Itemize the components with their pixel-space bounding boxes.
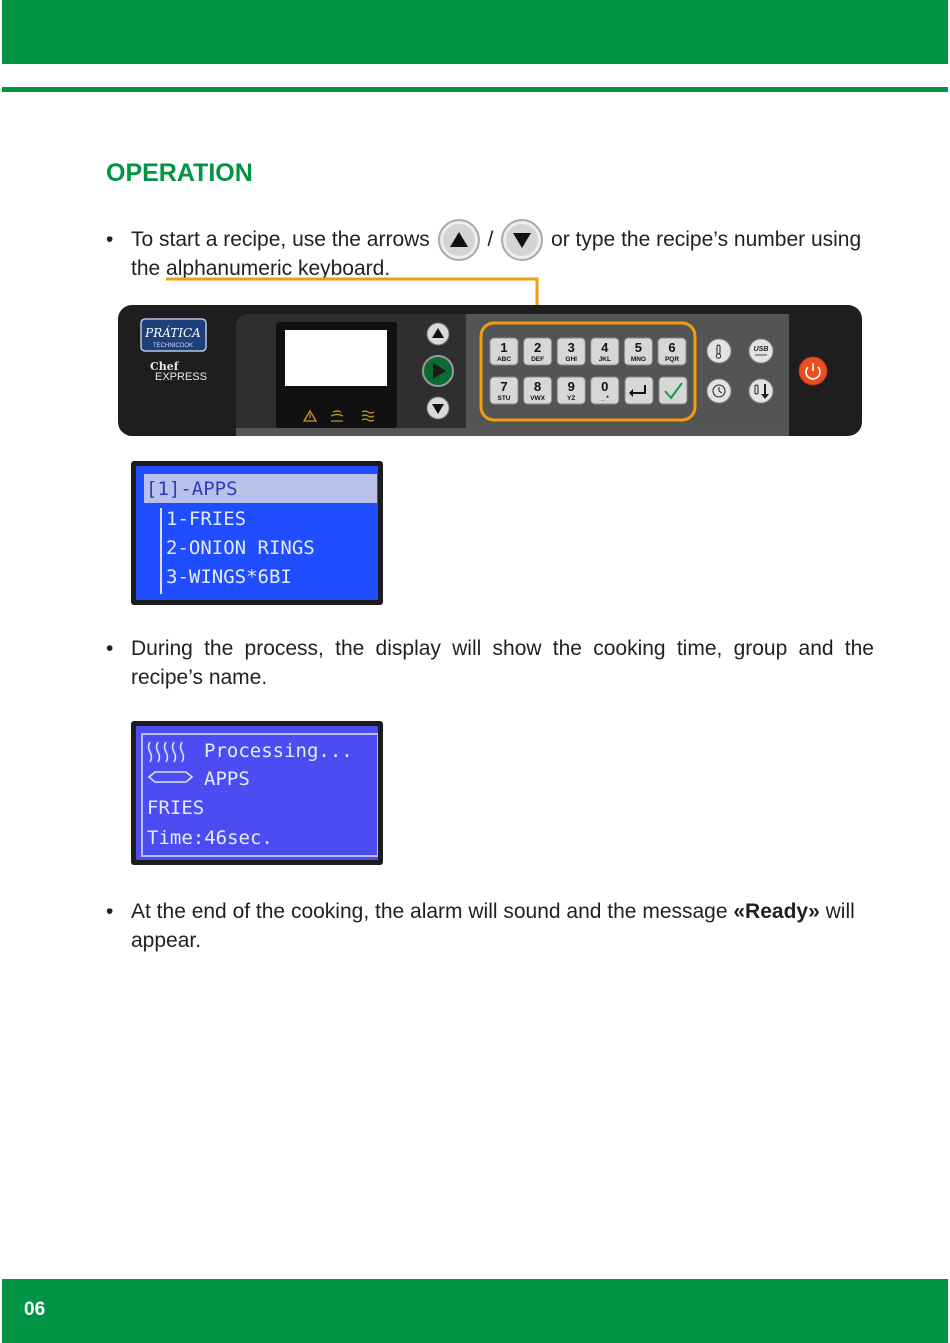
keypad-key-1	[490, 338, 518, 365]
keypad-key-2	[524, 338, 552, 365]
section-title: OPERATION	[106, 159, 253, 187]
instruction-text	[131, 897, 874, 955]
control-panel-illustration	[0, 0, 950, 445]
footer-band	[2, 1279, 948, 1343]
ready-message: «Ready»	[733, 900, 820, 923]
keypad-key-4	[591, 338, 619, 365]
keypad-key-8	[524, 377, 552, 404]
model-chef: Chef	[150, 360, 179, 373]
keypad-key-letters: MNO	[630, 356, 646, 363]
keypad-key-letters: ABC	[496, 356, 512, 363]
text-fragment: .	[384, 257, 391, 280]
svg-text:USB: USB	[753, 346, 769, 353]
keypad-key-number: 1	[500, 340, 508, 355]
check-icon	[659, 377, 687, 404]
usb-icon	[749, 339, 773, 363]
lcd-recipe-name: FRIES	[147, 797, 205, 819]
keypad-key-number: 6	[668, 340, 676, 355]
keypad-key-number: 3	[567, 340, 575, 355]
lcd-menu-screen	[131, 461, 383, 605]
keyboard-reference: alphanumeric keyboard	[166, 257, 385, 280]
lcd-processing-screen	[131, 721, 383, 865]
bullet: •	[106, 228, 114, 251]
keypad-key-number: 8	[533, 379, 542, 394]
keypad-key-number: 4	[601, 340, 609, 355]
lcd-processing-status: Processing...	[204, 740, 353, 762]
up-arrow-icon	[427, 323, 449, 345]
text-fragment: the	[131, 257, 161, 280]
keypad-key-letters: PQR	[664, 356, 680, 363]
model-express: EXPRESS	[155, 371, 207, 383]
enter-key-icon	[625, 377, 653, 404]
keypad-key-letters: DEF	[531, 356, 545, 363]
lcd-menu-group: [1]-APPS	[146, 478, 238, 500]
lcd-menu-item: 2-ONION RINGS	[166, 537, 315, 559]
lcd-cooking-time: Time:46sec.	[147, 827, 273, 849]
text-fragment: will appear.	[131, 900, 855, 952]
keypad-key-number: 9	[567, 379, 575, 394]
down-arrow-icon	[427, 397, 449, 419]
lcd-tree-line	[160, 508, 162, 594]
keypad-key-letters: JKL	[598, 356, 611, 363]
keypad-key-number: 0	[601, 379, 609, 394]
play-icon	[423, 356, 453, 386]
keypad-key-number: 7	[500, 379, 508, 394]
temperature-down-icon	[749, 379, 773, 403]
keypad-key-5	[624, 338, 652, 365]
instruction-ready	[106, 897, 876, 957]
lcd-group-name: APPS	[204, 768, 250, 790]
bullet: •	[106, 637, 114, 660]
keypad-key-letters: GHI	[565, 356, 577, 363]
keypad-key-number: 5	[634, 340, 643, 355]
keypad-key-letters: YZ	[567, 395, 576, 402]
instruction-text: During the process, the display will show the cooking time, group and the recipe’s name.	[131, 637, 874, 689]
text-fragment: At the end of the cooking, the alarm will sound and the message	[131, 900, 728, 923]
page-number: 06	[24, 1299, 46, 1320]
keypad-key-0	[591, 377, 619, 404]
brand-name: PRÁTICA	[145, 326, 201, 340]
instruction-processing	[106, 634, 876, 694]
temperature-icon	[707, 339, 731, 363]
display-screen	[285, 330, 387, 386]
keypad-key-letters: VWX	[530, 395, 546, 402]
bullet: •	[106, 900, 114, 923]
text-fragment: To start a recipe, use the arrows	[131, 228, 430, 251]
brand-sub: TECHNICOOK	[152, 343, 194, 349]
separator: /	[487, 228, 494, 251]
keypad-key-3	[557, 338, 585, 365]
lcd-menu-item: 3-WINGS*6BI	[166, 566, 292, 588]
keypad-key-7	[490, 377, 518, 404]
keypad-key-9	[557, 377, 585, 404]
keypad-key-number: 2	[533, 340, 542, 355]
keypad-key-letters: STU	[497, 395, 511, 402]
keypad-key-letters: _ *	[600, 395, 609, 402]
lcd-menu-item: 1-FRIES	[166, 508, 247, 530]
keypad-area	[466, 314, 789, 436]
clock-icon	[707, 379, 731, 403]
text-fragment: or type the recipe’s number using	[551, 228, 862, 251]
processing-heat-icon	[146, 740, 194, 786]
keypad-key-6	[658, 338, 686, 365]
power-icon	[799, 357, 827, 385]
